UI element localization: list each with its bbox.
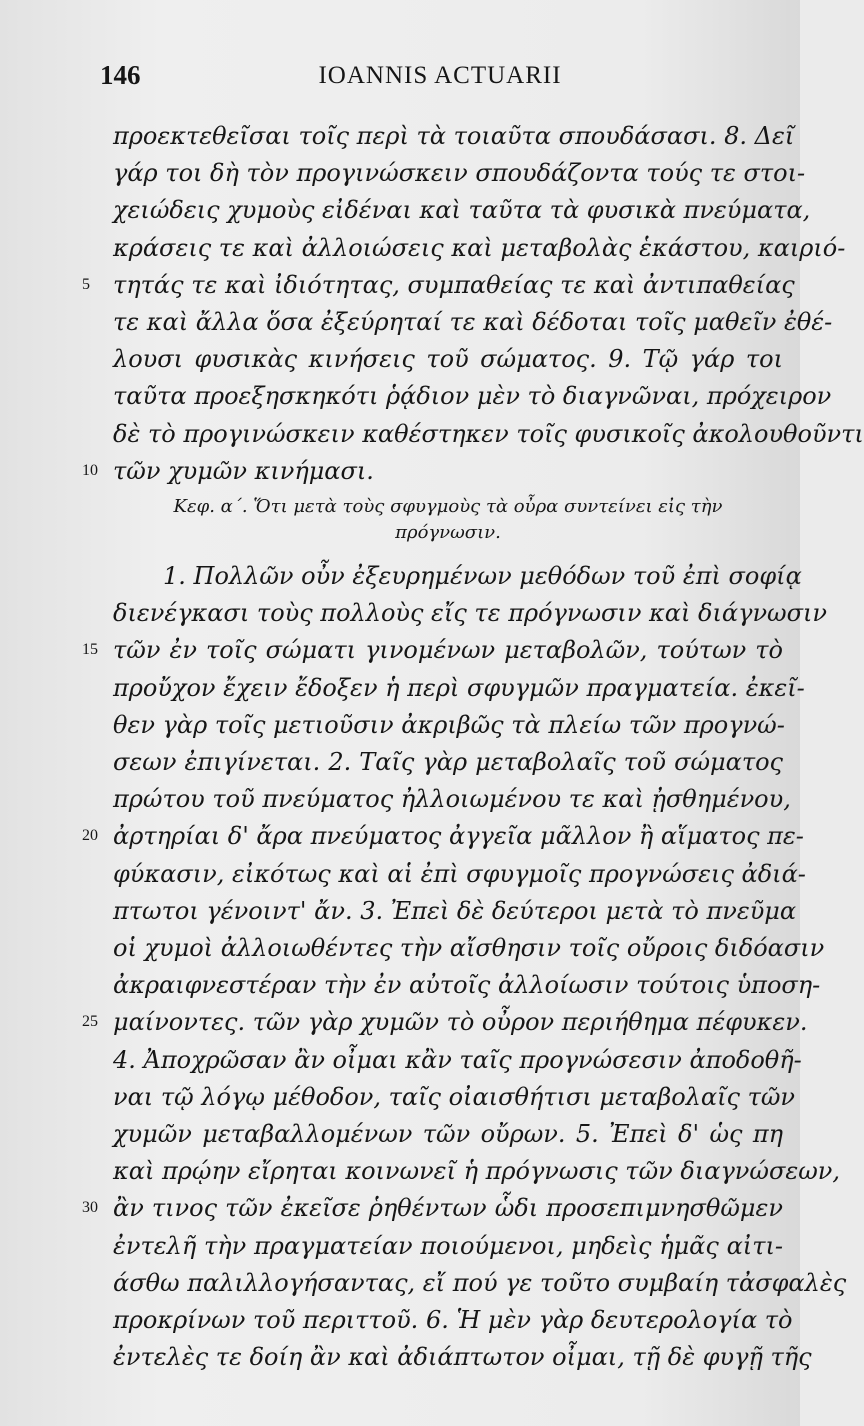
line-number-20: 20 <box>82 827 98 844</box>
text-line-8: ταῦτα προεξησκηκότι ῥᾴδιον μὲν τὸ διαγνῶναι, πρόχειρον <box>113 382 832 410</box>
text-line-18: ἀρτηρίαι δ' ἄρα πνεύματος ἀγγεῖα μᾶλλον ἢ αἵματος πε- <box>113 822 804 850</box>
text-line-7: λουσι φυσικὰς κινήσεις τοῦ σώματος. 9. Τῷ γάρ τοι <box>113 345 783 373</box>
page-number: 146 <box>100 60 141 90</box>
line-number-5: 5 <box>82 276 90 293</box>
text-line-16: σεων ἐπιγίνεται. 2. Ταῖς γὰρ μεταβολαῖς τοῦ σώματος <box>113 748 783 776</box>
text-line-23: μαίνοντες. τῶν γὰρ χυμῶν τὸ οὖρον περιήθημα πέφυκεν. <box>113 1008 808 1036</box>
text-line-30: άσθω παλιλλογήσαντας, εἴ πού γε τοῦτο συμβαίη τἀσφαλὲς <box>113 1269 847 1297</box>
text-line-3: χειώδεις χυμοὺς εἰδέναι καὶ ταῦτα τὰ φυσικὰ πνεύματα, <box>113 196 811 224</box>
text-line-13: τῶν ἐν τοῖς σώματι γινομένων μεταβολῶν, τούτων τὸ <box>113 636 783 664</box>
text-line-12: διενέγκασι τοὺς πολλοὺς εἴς τε πρόγνωσιν καὶ διάγνωσιν <box>113 599 827 627</box>
text-line-10: τῶν χυμῶν κινήμασι. <box>113 457 374 485</box>
text-line-21: οἱ χυμοὶ ἀλλοιωθέντες τὴν αἴσθησιν τοῖς οὔροις διδόασιν <box>113 934 825 962</box>
line-number-10: 10 <box>82 462 98 479</box>
running-title: IOANNIS ACTUARII <box>318 62 562 89</box>
line-number-25: 25 <box>82 1013 98 1030</box>
text-line-32: ἐντελὲς τε δοίη ἂν καὶ ἀδιάπτωτον οἶμαι, τῇ δὲ φυγῇ τῆς <box>113 1343 812 1371</box>
text-line-9: δὲ τὸ προγινώσκειν καθέστηκεν τοῖς φυσικοῖς ἀκολουθοῦντι <box>113 420 864 448</box>
text-line-24: 4. Ἀποχρῶσαν ἂν οἶμαι κἂν ταῖς προγνώσεσιν ἀποδοθῆ- <box>113 1046 802 1074</box>
text-line-20: πτωτοι γένοιντ' ἄν. 3. Ἐπεὶ δὲ δεύτεροι μετὰ τὸ πνεῦμα <box>113 897 797 925</box>
text-line-28: ἂν τινος τῶν ἐκεῖσε ῥηθέντων ὧδι προσεπιμνησθῶμεν <box>113 1194 783 1222</box>
line-number-30: 30 <box>82 1199 98 1216</box>
text-line-1: προεκτεθεῖσαι τοῖς περὶ τὰ τοιαῦτα σπουδάσασι. 8. Δεῖ <box>113 122 795 150</box>
text-line-2: γάρ τοι δὴ τὸν προγινώσκειν σπουδάζοντα τούς τε στοι- <box>113 159 806 187</box>
text-line-22: ἀκραιφνεστέραν τὴν ἐν αὐτοῖς ἀλλοίωσιν τούτοις ὑποση- <box>113 971 821 999</box>
text-line-15: θεν γὰρ τοῖς μετιοῦσιν ἀκριβῶς τὰ πλείω τῶν προγνώ- <box>113 711 785 739</box>
text-line-29: ἐντελῆ τὴν πραγματείαν ποιούμενοι, μηδεὶς ἡμᾶς αἰτι- <box>113 1232 783 1260</box>
text-line-25: ναι τῷ λόγῳ μέθοδον, ταῖς οἰαισθήτισι μεταβολαῖς τῶν <box>113 1083 796 1111</box>
text-line-4: κράσεις τε καὶ ἀλλοιώσεις καὶ μεταβολὰς ἑκάστου, καιριό- <box>113 234 846 262</box>
text-line-14: προὔχον ἔχειν ἔδοξεν ἡ περὶ σφυγμῶν πραγματεία. ἐκεῖ- <box>113 674 805 702</box>
text-line-19: φύκασιν, εἰκότως καὶ αἱ ἐπὶ σφυγμοῖς προγνώσεις ἀδιά- <box>113 860 806 888</box>
text-line-26: χυμῶν μεταβαλλομένων τῶν οὔρων. 5. Ἐπεὶ δ' ὡς πη <box>113 1120 783 1148</box>
text-line-17: πρώτου τοῦ πνεύματος ἠλλοιωμένου τε καὶ ᾐσθημένου, <box>113 785 791 813</box>
text-line-5: τητάς τε καὶ ἰδιότητας, συμπαθείας τε καὶ ἀντιπαθείας <box>113 271 795 299</box>
text-line-27: καὶ πρῴην εἴρηται κοινωνεῖ ἡ πρόγνωσις τῶν διαγνώσεων, <box>113 1157 840 1185</box>
text-line-31: προκρίνων τοῦ περιττοῦ. 6. Ἡ μὲν γὰρ δευτερολογία τὸ <box>113 1306 793 1334</box>
page-header <box>100 60 780 96</box>
chapter-title-continued: πρόγνωσιν. <box>395 522 501 543</box>
text-line-6: τε καὶ ἄλλα ὅσα ἐξεύρηταί τε καὶ δέδοται τοῖς μαθεῖν ἐθέ- <box>113 308 833 336</box>
text-line-11: 1. Πολλῶν οὖν ἐξευρημένων μεθόδων τοῦ ἐπὶ σοφίᾳ <box>163 562 802 590</box>
line-number-15: 15 <box>82 641 98 658</box>
chapter-title: Κεφ. α΄. Ὅτι μετὰ τοὺς σφυγμοὺς τὰ οὖρα συντείνει εἰς τὴν <box>173 496 723 517</box>
